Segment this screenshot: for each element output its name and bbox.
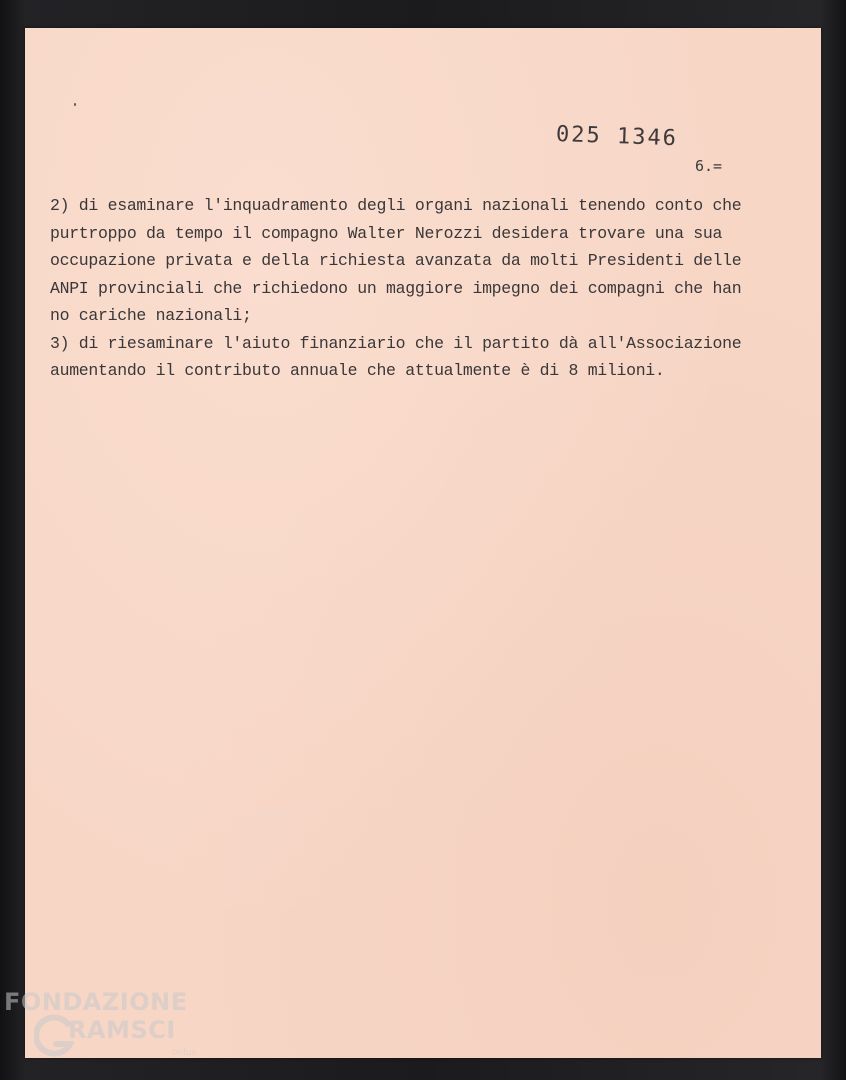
paper-speck	[74, 103, 76, 106]
document-page	[25, 28, 821, 1058]
text-line: occupazione privata e della richiesta avanzata da molti Presidenti delle	[50, 251, 742, 270]
text-line: 3) di riesaminare l'aiuto finanziario che il partito dà all'Associazione	[50, 333, 742, 353]
fondazione-gramsci-watermark	[4, 988, 214, 1068]
text-line: 2) di esaminare l'inquadramento degli organi nazionali tenendo conto che	[50, 196, 742, 215]
text-line: ANPI provinciali che richiedono un maggiore impegno dei compagni che han	[50, 278, 742, 298]
text-line: purtroppo da tempo il compagno Walter Nerozzi desidera trovare una sua	[50, 223, 723, 243]
watermark-line2: RAMSCI	[68, 1016, 176, 1044]
page-number: 6.=	[695, 157, 723, 175]
archive-number: 025 1346	[555, 122, 679, 152]
text-line: aumentando il contributo annuale che attualmente è di 8 milioni.	[50, 361, 665, 380]
text-line: no cariche nazionali;	[50, 306, 252, 325]
watermark-line1: FONDAZIONE	[4, 988, 188, 1016]
document-body	[50, 192, 780, 385]
watermark-line3: onlus	[172, 1048, 197, 1058]
